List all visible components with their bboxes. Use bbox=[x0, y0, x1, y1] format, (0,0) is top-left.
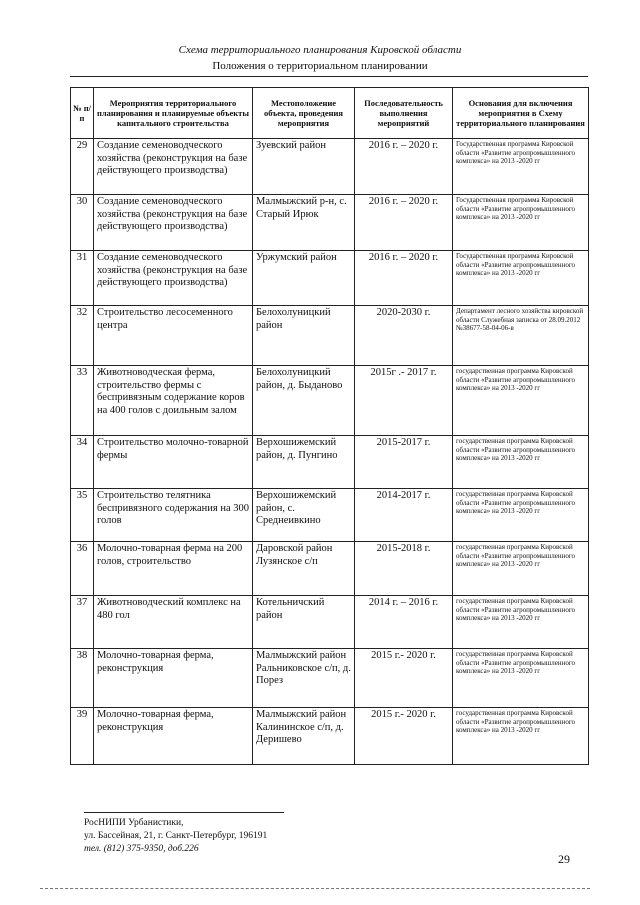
page-number: 29 bbox=[558, 852, 570, 866]
row-basis: государственная программа Кировской области «Развитие агропромышленного комплекса» на 2013 -2020 гг bbox=[453, 708, 589, 765]
row-event: Молочно-товарная ферма на 200 голов, строительство bbox=[94, 542, 253, 596]
table-row bbox=[71, 542, 589, 596]
row-basis: Государственная программа Кировской области «Развитие агропромышленного комплекса» на 2013 -2020 гг bbox=[453, 195, 589, 251]
row-location: Уржумский район bbox=[253, 251, 355, 306]
row-event: Молочно-товарная ферма, реконструкция bbox=[94, 649, 253, 708]
row-number: 33 bbox=[71, 366, 94, 436]
row-basis: государственная программа Кировской области «Развитие агропромышленного комплекса» на 2013 -2020 гг bbox=[453, 542, 589, 596]
footer-divider bbox=[84, 812, 284, 813]
document-subtitle: Положения о территориальном планировании bbox=[212, 60, 428, 72]
row-basis: Государственная программа Кировской области «Развитие агропромышленного комплекса» на 2013 -2020 гг bbox=[453, 139, 589, 195]
table-row bbox=[71, 195, 589, 251]
row-location: Даровской район Лузянское с/п bbox=[253, 542, 355, 596]
row-event: Животноводческая ферма, строительство фермы с беспривязным содержание коров на 400 голов с доильным залом bbox=[94, 366, 253, 436]
table-row bbox=[71, 596, 589, 649]
table-row bbox=[71, 489, 589, 542]
row-event: Строительство телятника беспривязного содержания на 300 голов bbox=[94, 489, 253, 542]
events-table bbox=[70, 87, 589, 765]
row-period: 2015 г.- 2020 г. bbox=[355, 708, 453, 765]
table-row bbox=[71, 708, 589, 765]
row-number: 30 bbox=[71, 195, 94, 251]
column-header-number: № п/п bbox=[71, 88, 94, 139]
footer-organization: РосНИПИ Урбанистики, bbox=[84, 818, 184, 828]
row-period: 2014-2017 г. bbox=[355, 489, 453, 542]
table-row bbox=[71, 306, 589, 366]
row-event: Строительство молочно-товарной фермы bbox=[94, 436, 253, 489]
row-location: Малмыжский район Калининское с/п, д. Деришево bbox=[253, 708, 355, 765]
row-number: 38 bbox=[71, 649, 94, 708]
row-number: 34 bbox=[71, 436, 94, 489]
document-title: Схема территориального планирования Кировской области bbox=[178, 44, 462, 56]
footer-address: ул. Бассейная, 21, г. Санкт-Петербург, 196191 bbox=[84, 831, 268, 841]
row-location: Верхошижемский район, с. Среднеивкино bbox=[253, 489, 355, 542]
column-header-period: Последовательность выполнения мероприятий bbox=[355, 88, 453, 139]
row-location: Белохолуницкий район bbox=[253, 306, 355, 366]
row-location: Малмыжский район Ральниковское с/п, д. Порез bbox=[253, 649, 355, 708]
header-divider bbox=[70, 76, 588, 77]
row-period: 2016 г. – 2020 г. bbox=[355, 251, 453, 306]
row-location: Белохолуницкий район, д. Быданово bbox=[253, 366, 355, 436]
row-basis: государственная программа Кировской области «Развитие агропромышленного комплекса» на 2013 -2020 гг bbox=[453, 366, 589, 436]
row-event: Животноводческий комплекс на 480 гол bbox=[94, 596, 253, 649]
column-header-event: Мероприятия территориального планирования и планируемые объекты капитального строительства bbox=[94, 88, 253, 139]
row-period: 2015г .- 2017 г. bbox=[355, 366, 453, 436]
row-period: 2015-2017 г. bbox=[355, 436, 453, 489]
row-location: Котельничский район bbox=[253, 596, 355, 649]
row-number: 37 bbox=[71, 596, 94, 649]
row-basis: Департамент лесного хозяйства кировской области Служебная записка от 28.09.2012 №38677-58-04-06-в bbox=[453, 306, 589, 366]
table-row bbox=[71, 251, 589, 306]
row-period: 2016 г. – 2020 г. bbox=[355, 195, 453, 251]
table-row bbox=[71, 366, 589, 436]
row-event: Создание семеноводческого хозяйства (реконструкция на базе действующего производства) bbox=[94, 139, 253, 195]
row-basis: государственная программа Кировской области «Развитие агропромышленного комплекса» на 2013 -2020 гг bbox=[453, 489, 589, 542]
table-header-row bbox=[71, 88, 589, 139]
row-period: 2014 г. – 2016 г. bbox=[355, 596, 453, 649]
row-number: 31 bbox=[71, 251, 94, 306]
row-basis: Государственная программа Кировской области «Развитие агропромышленного комплекса» на 2013 -2020 гг bbox=[453, 251, 589, 306]
column-header-basis: Основания для включения мероприятия в Схему территориального планирования bbox=[453, 88, 589, 139]
row-number: 39 bbox=[71, 708, 94, 765]
row-number: 32 bbox=[71, 306, 94, 366]
row-period: 2020-2030 г. bbox=[355, 306, 453, 366]
row-event: Создание семеноводческого хозяйства (реконструкция на базе действующего производства) bbox=[94, 195, 253, 251]
scan-artifact-line bbox=[40, 888, 590, 889]
row-location: Верхошижемский район, д. Пунгино bbox=[253, 436, 355, 489]
row-number: 36 bbox=[71, 542, 94, 596]
row-event: Создание семеноводческого хозяйства (реконструкция на базе действующего производства) bbox=[94, 251, 253, 306]
row-period: 2016 г. – 2020 г. bbox=[355, 139, 453, 195]
table-row bbox=[71, 139, 589, 195]
row-location: Малмыжский р-н, с. Старый Ирюк bbox=[253, 195, 355, 251]
row-basis: государственная программа Кировской области «Развитие агропромышленного комплекса» на 2013 -2020 гг bbox=[453, 649, 589, 708]
row-number: 29 bbox=[71, 139, 94, 195]
table-row bbox=[71, 649, 589, 708]
table-row bbox=[71, 436, 589, 489]
row-number: 35 bbox=[71, 489, 94, 542]
table-body bbox=[71, 139, 589, 765]
column-header-location: Местоположение объекта, проведения мероприятия bbox=[253, 88, 355, 139]
row-location: Зуевский район bbox=[253, 139, 355, 195]
row-basis: государственная программа Кировской области «Развитие агропромышленного комплекса» на 2013 -2020 гг bbox=[453, 596, 589, 649]
footer-phone: тел. (812) 375-9350, доб.226 bbox=[84, 844, 199, 854]
row-period: 2015-2018 г. bbox=[355, 542, 453, 596]
row-event: Строительство лесосеменного центра bbox=[94, 306, 253, 366]
row-event: Молочно-товарная ферма, реконструкция bbox=[94, 708, 253, 765]
row-basis: государственная программа Кировской области «Развитие агропромышленного комплекса» на 2013 -2020 гг bbox=[453, 436, 589, 489]
row-period: 2015 г.- 2020 г. bbox=[355, 649, 453, 708]
